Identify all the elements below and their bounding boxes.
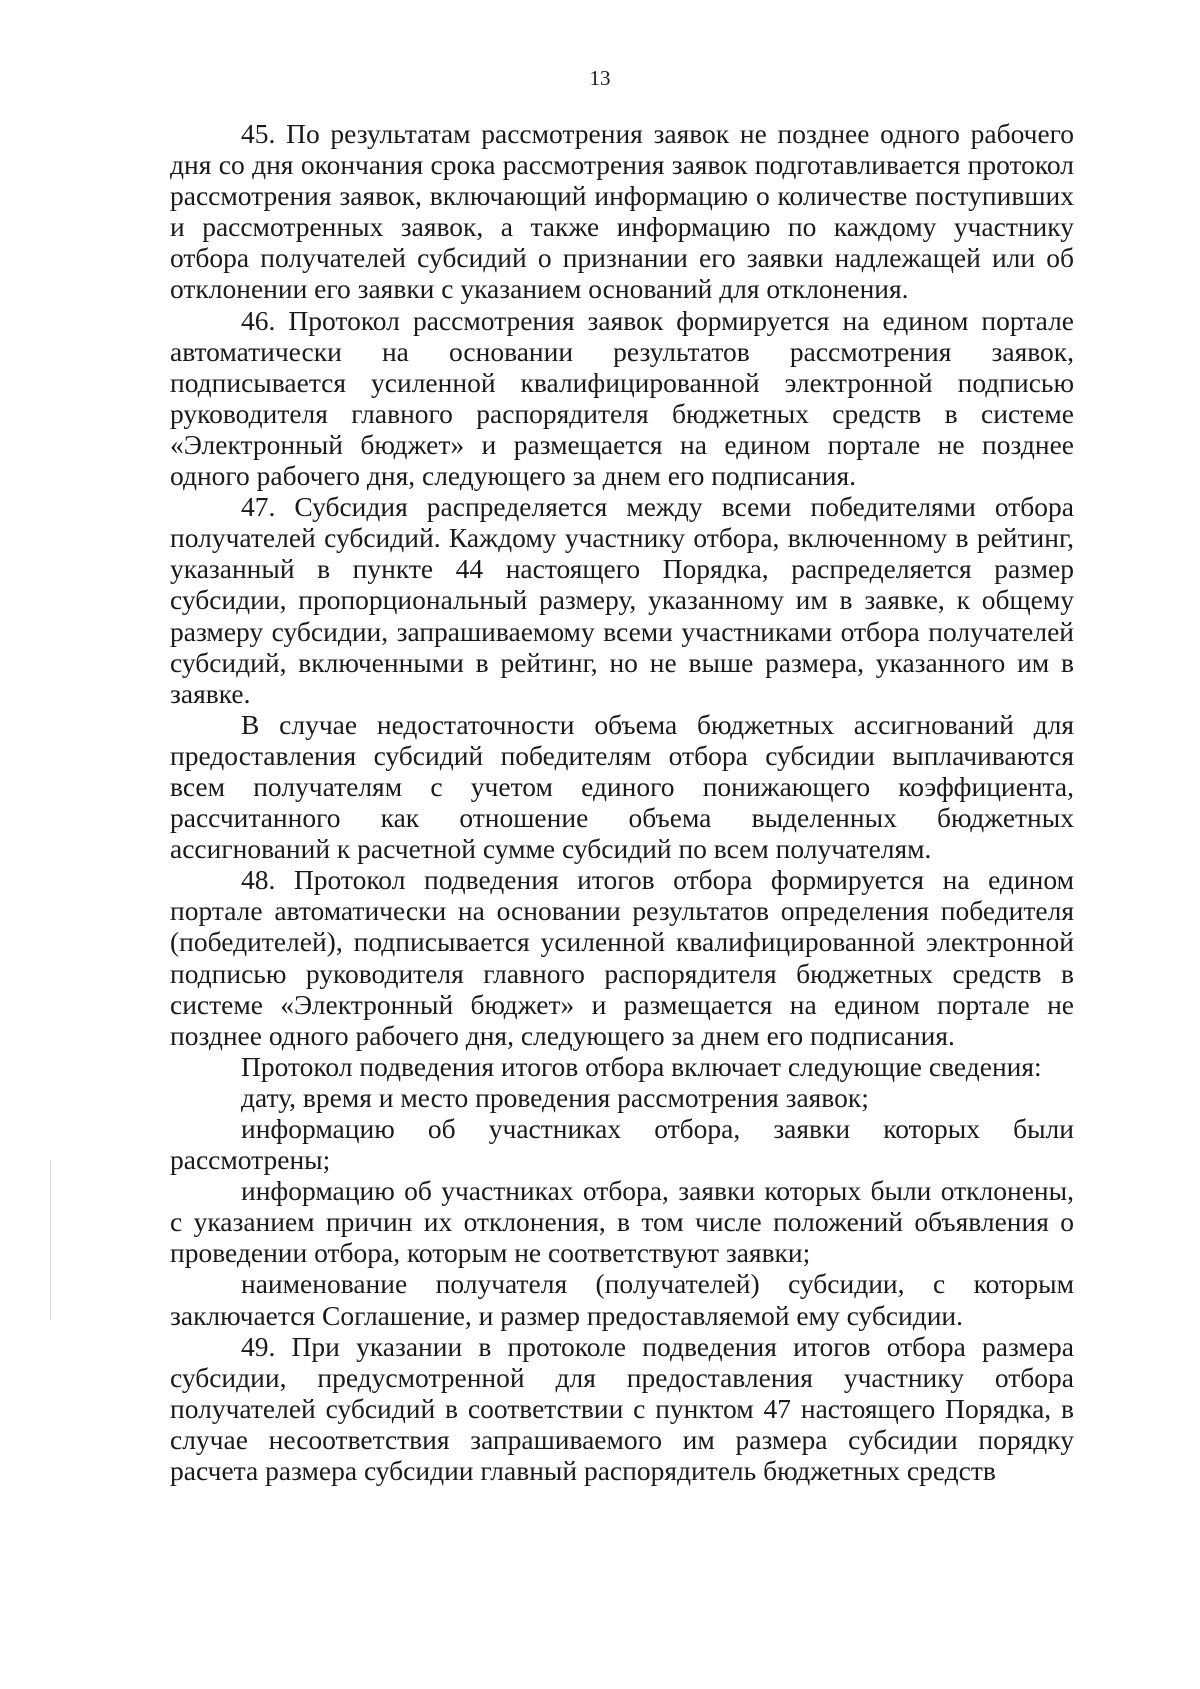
list-item-date-time-place: дату, время и место проведения рассмотрения заявок; [241,1081,869,1113]
scan-edge-mark [50,1160,51,1320]
list-item-reviewed-participants: информацию об участниках отбора, заявки которых были рассмотрены; [170,1113,1074,1176]
paragraph-48: 48. Протокол подведения итогов отбора формируется на едином портале автоматически на основании результатов определения победителя (победителей), подписывается усиленной квалифицированной электронной подписью руководителя главного распорядителя бюджетных средств в системе «Электронный бюджет» и размещается на едином портале не позднее одного рабочего дня, следующего за днем его подписания. [170,864,1074,1051]
page-number: 13 [589,66,611,90]
paragraph-49: 49. При указании в протоколе подведения итогов отбора размера субсидии, предусмотренной для предоставления участнику отбора получателей субсидий в соответствии с пунктом 47 настоящего Порядка, в случае несоответствия запрашиваемого им размера субсидии порядку расчета размера субсидии главный распорядитель бюджетных средств [170,1330,1074,1487]
list-item-rejected-participants: информацию об участниках отбора, заявки которых были отклонены, с указанием причин их отклонения, в том числе положений объявления о проведении отбора, которым не соответствуют заявки; [170,1175,1074,1269]
paragraph-47: 47. Субсидия распределяется между всеми победителями отбора получателей субсидий. Каждому участнику отбора, включенному в рейтинг, указанный в пункте 44 настоящего Порядка, распределяется размер субсидии, пропорциональный размеру, указанному им в заявке, к общему размеру субсидии, запрашиваемому всеми участниками отбора получателей субсидий, включенными в рейтинг, но не выше размера, указанного им в заявке. [170,491,1074,709]
paragraph-45: 45. По результатам рассмотрения заявок не позднее одного рабочего дня со дня окончания срока рассмотрения заявок подготавливается протокол рассмотрения заявок, включающий информацию о количестве поступивших и рассмотренных заявок, а также информацию по каждому участнику отбора получателей субсидий о признании его заявки надлежащей или об отклонении его заявки с указанием оснований для отклонения. [170,118,1074,305]
paragraph-46: 46. Протокол рассмотрения заявок формируется на едином портале автоматически на основании результатов рассмотрения заявок, подписывается усиленной квалифицированной электронной подписью руководителя главного распорядителя бюджетных средств в системе «Электронный бюджет» и размещается на едином портале не позднее одного рабочего дня, следующего за днем его подписания. [170,304,1074,492]
list-item-recipient-name: наименование получателя (получателей) субсидии, с которым заключается Соглашение, и размер предоставляемой ему субсидии. [170,1268,1074,1331]
paragraph-47-insufficiency: В случае недостаточности объема бюджетных ассигнований для предоставления субсидий победителям отбора субсидии выплачиваются всем получателям с учетом единого понижающего коэффициента, рассчитанного как отношение объема выделенных бюджетных ассигнований к расчетной сумме субсидий по всем получателям. [170,708,1074,865]
document-body [170,118,1074,1486]
paragraph-48-contents-intro: Протокол подведения итогов отбора включает следующие сведения: [241,1050,1042,1082]
